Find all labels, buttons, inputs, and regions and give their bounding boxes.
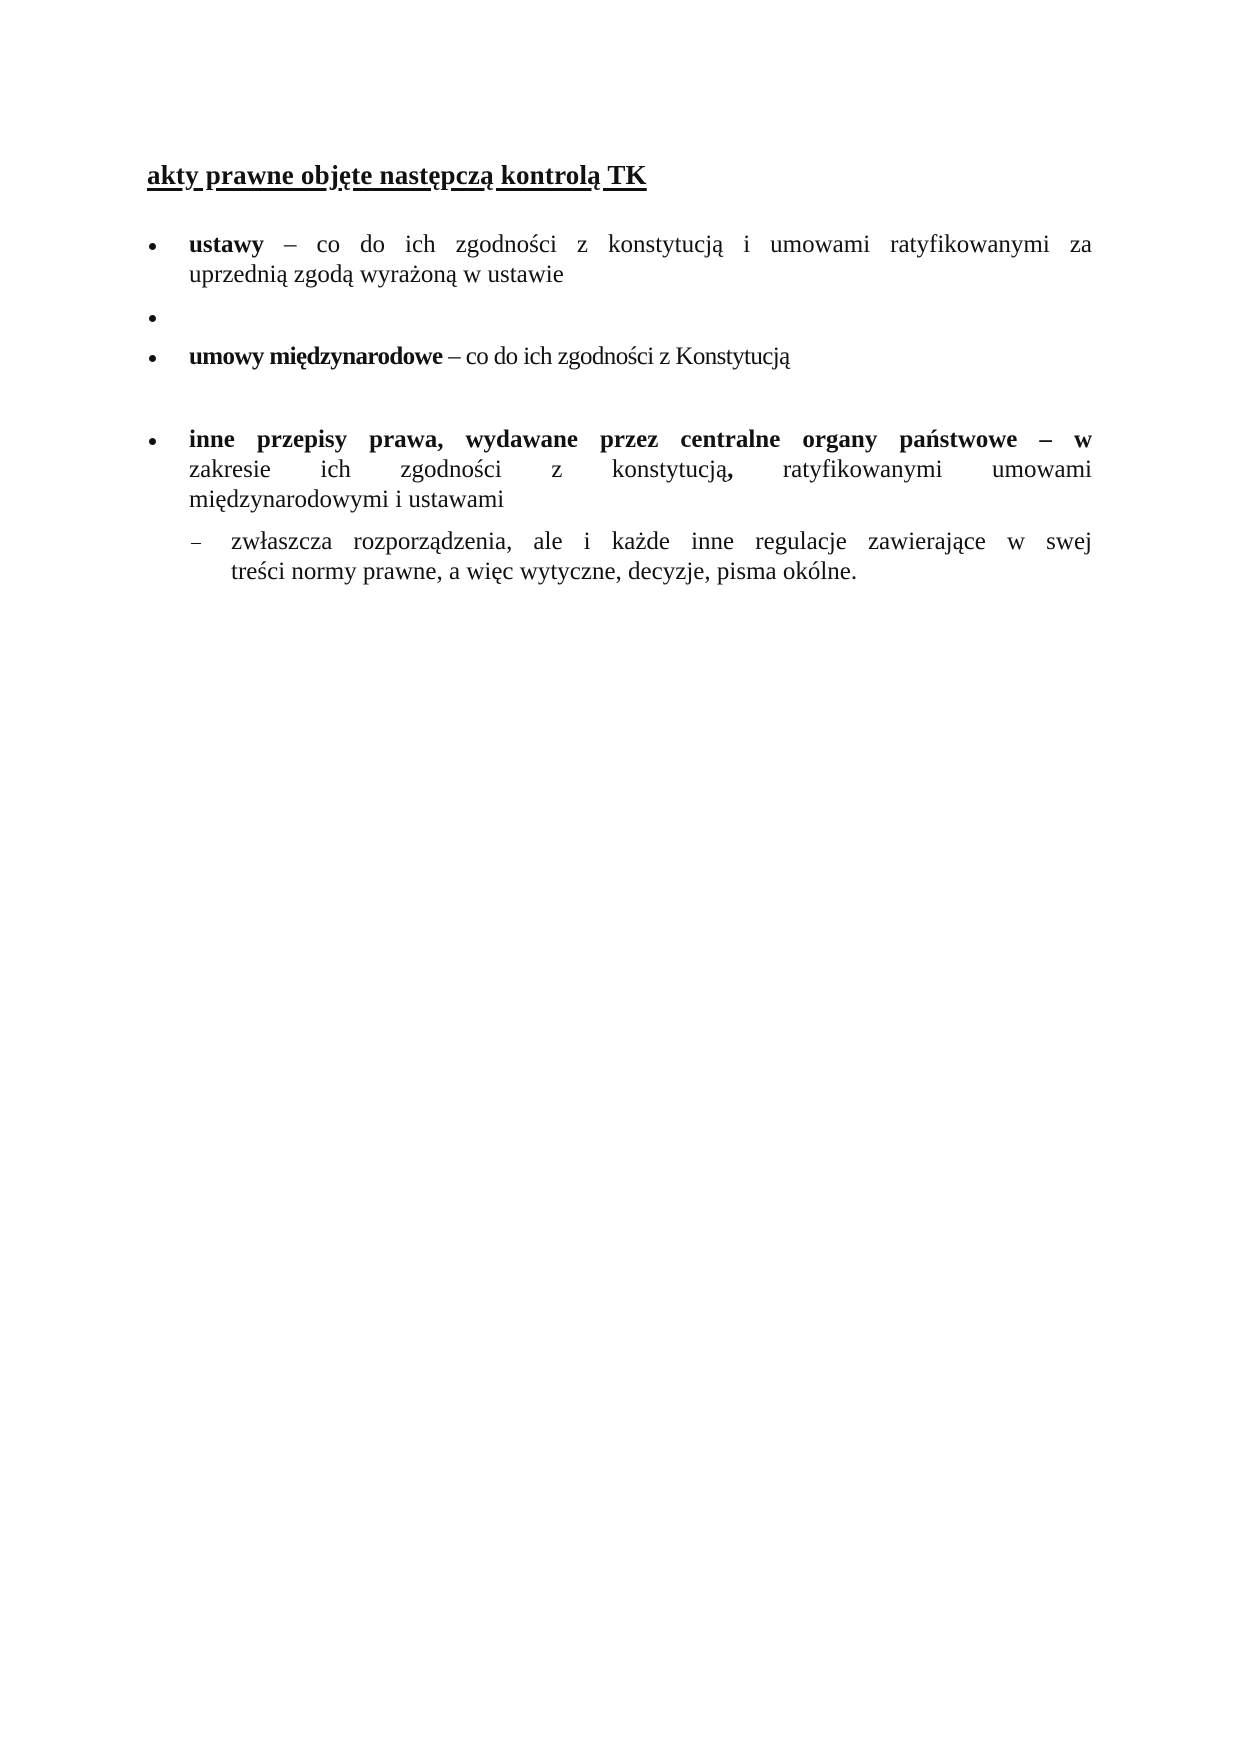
item-description: – co do ich zgodności z konstytucją i umowami ratyfikowanymi za	[264, 231, 1092, 258]
item-description: ratyfikowanymi umowami	[733, 456, 1093, 483]
item-line	[189, 228, 1092, 261]
item-description: – co do ich zgodności z Konstytucją	[442, 343, 790, 370]
item-comma: ,	[727, 456, 734, 483]
item-line	[189, 258, 1092, 291]
item-line	[189, 453, 1092, 486]
item-description-cont: międzynarodowymi i ustawami	[189, 486, 505, 513]
document-title: akty prawne objęte następczą kontrolą TK	[147, 160, 647, 190]
sub-item-text: treści normy prawne, a więc wytyczne, decyzje, pisma okólne.	[231, 558, 858, 585]
item-line	[189, 483, 1092, 516]
sub-item-line	[231, 525, 1092, 558]
item-term: ustawy	[189, 231, 265, 258]
item-description-cont: uprzednią zgodą wyrażoną w ustawie	[189, 261, 564, 288]
item-line	[189, 423, 1092, 456]
sub-item-line	[231, 555, 1092, 588]
item-term: inne przepisy prawa, wydawane przez centralne organy państwowe – w	[189, 426, 1092, 453]
item-term: umowy międzynarodowe	[189, 343, 443, 370]
item-description: zakresie ich zgodności z konstytucją	[189, 456, 728, 483]
item-line	[189, 340, 1092, 373]
sub-item-text: zwłaszcza rozporządzenia, ale i każde inne regulacje zawierające w swej	[231, 528, 1092, 555]
